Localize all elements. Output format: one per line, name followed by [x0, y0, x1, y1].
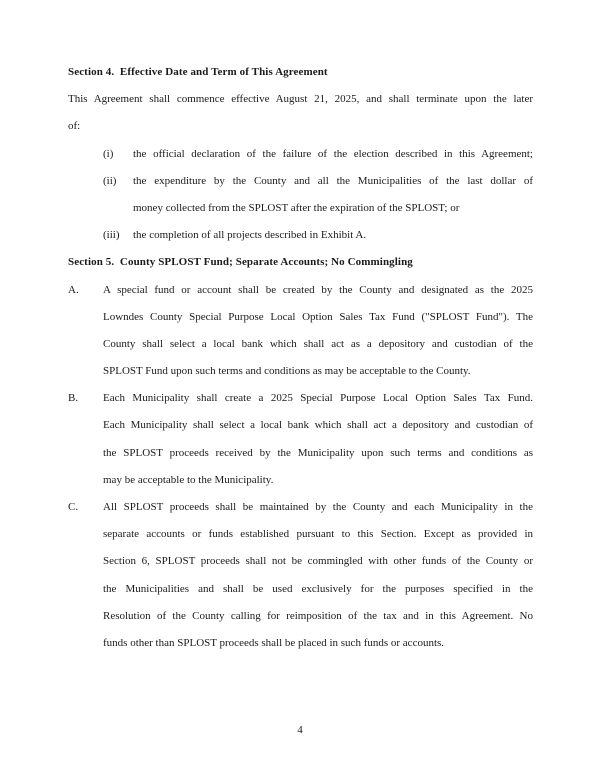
document-line — [103, 331, 533, 358]
line-text: This Agreement shall commence effective August 21, 2025, and shall terminate upon the later — [68, 93, 533, 106]
document-line — [103, 440, 533, 467]
document-line — [103, 603, 533, 630]
document-content — [68, 59, 533, 657]
line-text: the expenditure by the County and all the Municipalities of the last dollar of — [133, 174, 533, 187]
line-text: money collected from the SPLOST after the expiration of the SPLOST; or — [133, 201, 460, 214]
list-label: C. — [68, 501, 79, 513]
paragraph — [68, 86, 533, 140]
document-line — [68, 113, 533, 140]
line-text: Lowndes County Special Purpose Local Option Sales Tax Fund ("SPLOST Fund"). The — [103, 310, 533, 323]
document-line — [103, 630, 533, 657]
document-line — [103, 304, 533, 331]
document-line — [133, 195, 533, 222]
document-line — [103, 358, 533, 385]
line-text: the Municipalities and shall be used exclusively for the purposes specified in the — [103, 582, 533, 595]
document-line — [103, 494, 533, 521]
heading-line — [68, 59, 533, 86]
list-item — [68, 168, 533, 222]
section-heading — [68, 59, 533, 86]
document-line — [103, 521, 533, 548]
document-line — [103, 385, 533, 412]
document-line — [103, 412, 533, 439]
document-line — [133, 168, 533, 195]
page-number: 4 — [297, 724, 303, 736]
line-text: the completion of all projects described in Exhibit A. — [133, 229, 367, 242]
document-line — [103, 277, 533, 304]
line-text: the official declaration of the failure of the election described in this Agreement; — [133, 147, 533, 160]
line-text: Section 6, SPLOST proceeds shall not be commingled with other funds of the County or — [103, 555, 533, 568]
list-item — [68, 385, 533, 494]
document-line — [103, 467, 533, 494]
heading-line — [68, 249, 533, 276]
line-text: Each Municipality shall select a local bank which shall act a depository and custodian of — [103, 419, 533, 432]
line-text: A special fund or account shall be created by the County and designated as the 2025 — [103, 283, 533, 296]
section-heading — [68, 249, 533, 276]
document-line — [133, 141, 533, 168]
list-label: (iii) — [103, 229, 120, 242]
list-item — [68, 141, 533, 168]
line-text: funds other than SPLOST proceeds shall be placed in such funds or accounts. — [103, 636, 445, 649]
line-text: SPLOST Fund upon such terms and conditions as may be acceptable to the County. — [103, 365, 471, 378]
line-text: of: — [68, 120, 81, 133]
line-text: All SPLOST proceeds shall be maintained by the County and each Municipality in the — [103, 501, 533, 513]
list-label: A. — [68, 283, 79, 296]
line-text: may be acceptable to the Municipality. — [103, 473, 274, 486]
list-label: (ii) — [103, 174, 117, 187]
line-text: separate accounts or funds established pursuant to this Section. Except as provided in — [103, 528, 533, 541]
document-line — [68, 86, 533, 113]
document-line — [103, 548, 533, 575]
list-label: (i) — [103, 147, 114, 160]
line-text: Section 5. County SPLOST Fund; Separate Accounts; No Commingling — [68, 256, 413, 269]
line-text: Resolution of the County calling for reimposition of the tax and in this Agreement. No — [103, 609, 533, 622]
line-text: the SPLOST proceeds received by the Municipality upon such terms and conditions as — [103, 446, 533, 459]
document-line — [133, 222, 533, 249]
list-label: B. — [68, 392, 79, 405]
list-item — [68, 222, 533, 249]
document-line — [103, 576, 533, 603]
list-item — [68, 494, 533, 657]
list-item — [68, 277, 533, 386]
line-text: Section 4. Effective Date and Term of This Agreement — [68, 66, 328, 78]
line-text: County shall select a local bank which shall act as a depository and custodian of the — [103, 337, 533, 350]
line-text: Each Municipality shall create a 2025 Special Purpose Local Option Sales Tax Fund. — [103, 392, 533, 405]
